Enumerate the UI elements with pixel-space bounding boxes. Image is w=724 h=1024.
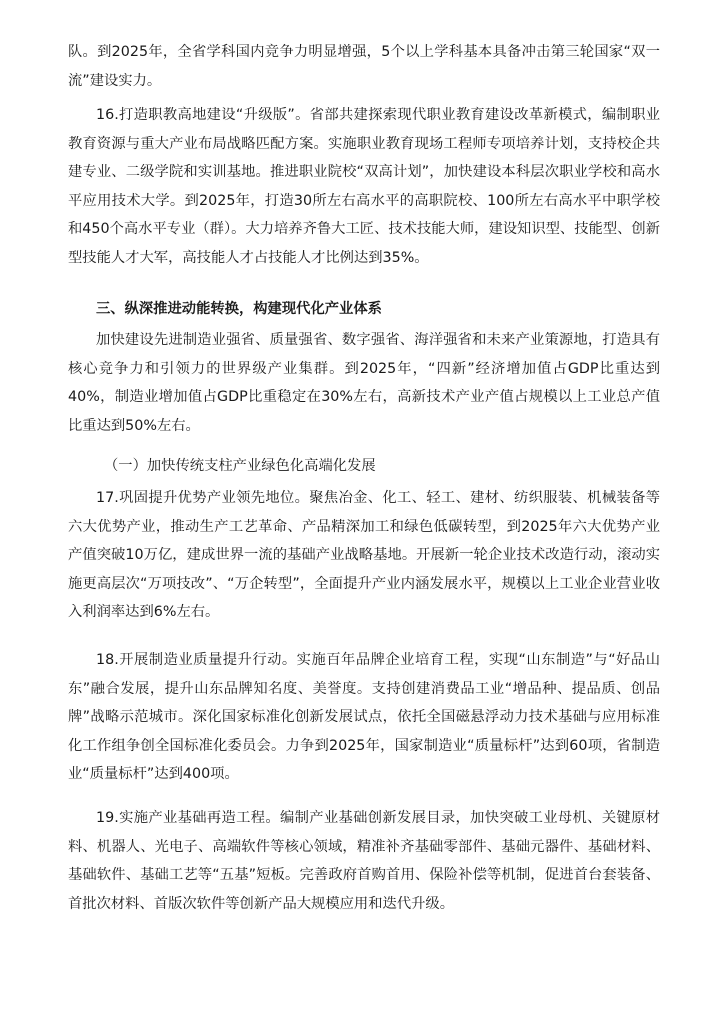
section-heading-3: 三、纵深推进动能转换，构建现代化产业体系 bbox=[96, 301, 382, 317]
paragraph-continuation: 队。到2025年，全省学科国内竞争力明显增强，5个以上学科基本具备冲击第三轮国家“双一流”建设实力。 bbox=[68, 44, 660, 89]
paragraph-item-18: 18.开展制造业质量提升行动。实施百年品牌企业培育工程，实现“山东制造”与“好品山东”融合发展，提升山东品牌知名度、美誉度。支持创建消费品工业“增品种、提品质、创品牌”战略示范城市。深化国家标准化创新发展试点，依托全国磁悬浮动力技术基础与应用标准化工作组争创全国标准化委员会。力争到2025年，国家制造业“质量标杆”达到60项，省制造业“质量标杆”达到400项。 bbox=[68, 652, 660, 783]
paragraph-item-16: 16.打造职教高地建设“升级版”。省部共建探索现代职业教育建设改革新模式，编制职业教育资源与重大产业布局战略匹配方案。实施职业教育现场工程师专项培养计划，支持校企共建专业、二级学院和实训基地。推进职业院校“双高计划”，加快建设本科层次职业学校和高水平应用技术大学。到2025年，打造30所左右高水平的高职院校、100所左右高水平中职学校和450个高水平专业（群）。大力培养齐鲁大工匠、技术技能大师，建设知识型、技能型、创新型技能人才大军，高技能人才占技能人才比例达到35%。 bbox=[68, 107, 661, 266]
paragraph-section-intro: 加快建设先进制造业强省、质量强省、数字强省、海洋强省和未来产业策源地，打造具有核心竞争力和引领力的世界级产业集群。到2025年，“四新”经济增加值占GDP比重达到40%，制造业增加值占GDP比重稳定在30%左右，高新技术产业产值占规模以上工业总产值比重达到50%左右。 bbox=[68, 332, 660, 434]
paragraph-item-17: 17.巩固提升优势产业领先地位。聚焦冶金、化工、轻工、建材、纺织服装、机械装备等六大优势产业，推动生产工艺革命、产品精深加工和绿色低碳转型，到2025年六大优势产业产值突破10万亿，建成世界一流的基础产业战略基地。开展新一轮企业技术改造行动，滚动实施更高层次“万项技改”、“万企转型”，全面提升产业内涵发展水平，规模以上工业企业营业收入利润率达到6%左右。 bbox=[68, 490, 660, 621]
subsection-heading-1: （一）加快传统支柱产业绿色化高端化发展 bbox=[104, 458, 376, 474]
paragraph-item-19: 19.实施产业基础再造工程。编制产业基础创新发展目录，加快突破工业母机、关键原材料、机器人、光电子、高端软件等核心领域，精准补齐基础零部件、基础元器件、基础材料、基础软件、基础工艺等“五基”短板。完善政府首购首用、保险补偿等机制，促进首台套装备、首批次材料、首版次软件等创新产品大规模应用和迭代升级。 bbox=[68, 810, 660, 912]
